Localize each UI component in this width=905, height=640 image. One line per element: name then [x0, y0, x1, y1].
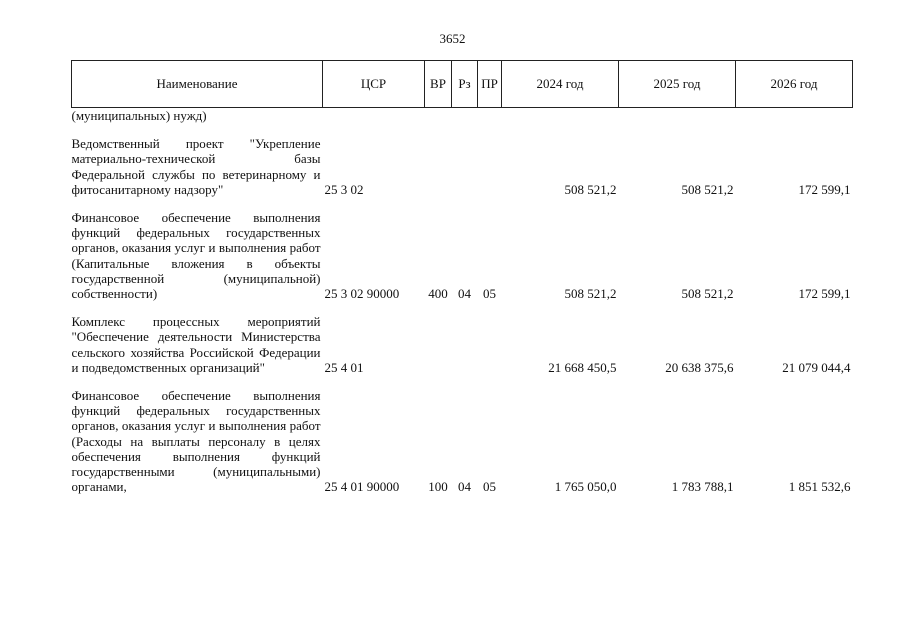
header-2024: 2024 год	[502, 61, 619, 108]
header-csr: ЦСР	[323, 61, 425, 108]
page-number: 3652	[439, 31, 466, 46]
row-name: Ведомственный проект "Укрепление материально-технической базы Федеральной службы по ветеринарному и фитосанитарному надзору"	[71, 136, 321, 197]
header-name: Наименование	[72, 61, 323, 108]
row-2024: 1 765 050,0	[554, 479, 617, 495]
row-pr: 05	[483, 479, 496, 495]
row-csr: 25 3 02	[324, 181, 364, 197]
row-name: Комплекс процессных мероприятий "Обеспечение деятельности Министерства сельского хозяйства Российской Федерации и подведомственных организаций"	[71, 314, 321, 375]
row-2025: 1 783 788,1	[671, 479, 734, 495]
row-csr: 25 4 01 90000	[324, 479, 400, 495]
row-2026: 172 599,1	[798, 181, 851, 197]
table-header-row	[72, 61, 853, 108]
row-2024	[502, 108, 619, 124]
row-vr	[425, 108, 452, 124]
row-pr	[478, 136, 502, 197]
row-csr	[323, 108, 425, 124]
row-csr: 25 3 02 90000	[324, 286, 400, 302]
table-row	[72, 314, 853, 375]
row-2025: 508 521,2	[681, 181, 734, 197]
row-vr: 400	[428, 286, 448, 302]
row-2026: 21 079 044,4	[782, 359, 851, 375]
row-2025	[619, 108, 736, 124]
row-2025: 508 521,2	[681, 286, 734, 302]
header-vr: ВР	[425, 61, 452, 108]
row-name: (муниципальных) нужд)	[71, 108, 207, 123]
budget-table	[71, 60, 853, 494]
table-row	[72, 210, 853, 301]
row-spacer	[72, 197, 853, 210]
row-2025: 20 638 375,6	[665, 359, 734, 375]
row-2024: 508 521,2	[564, 286, 617, 302]
row-spacer	[72, 375, 853, 388]
row-name: Финансовое обеспечение выполнения функций федеральных государственных органов, оказания услуг и выполнения работ (Расходы на выплаты персоналу в целях обеспечения выполнения функций государственными (муниципальными) органами,	[71, 388, 321, 495]
row-rz	[452, 108, 478, 124]
header-pr: ПР	[478, 61, 502, 108]
row-2026	[736, 108, 853, 124]
row-vr	[425, 314, 452, 375]
row-vr: 100	[428, 479, 448, 495]
row-rz: 04	[458, 479, 471, 495]
row-pr	[478, 314, 502, 375]
row-2026: 172 599,1	[798, 286, 851, 302]
row-spacer	[72, 123, 853, 136]
row-pr: 05	[483, 286, 496, 302]
row-rz: 04	[458, 286, 471, 302]
row-rz	[452, 136, 478, 197]
table-row	[72, 388, 853, 494]
table-row	[72, 136, 853, 197]
row-2024: 508 521,2	[564, 181, 617, 197]
row-name: Финансовое обеспечение выполнения функций федеральных государственных органов, оказания услуг и выполнения работ (Капитальные вложения в объекты государственной (муниципальной) собственности)	[71, 210, 321, 302]
row-spacer	[72, 301, 853, 314]
row-vr	[425, 136, 452, 197]
row-2026: 1 851 532,6	[788, 479, 851, 495]
row-pr	[478, 108, 502, 124]
table-row	[72, 108, 853, 124]
header-2026: 2026 год	[736, 61, 853, 108]
row-rz	[452, 314, 478, 375]
header-2025: 2025 год	[619, 61, 736, 108]
header-rz: Рз	[452, 61, 478, 108]
row-csr: 25 4 01	[324, 359, 364, 375]
row-2024: 21 668 450,5	[548, 359, 617, 375]
